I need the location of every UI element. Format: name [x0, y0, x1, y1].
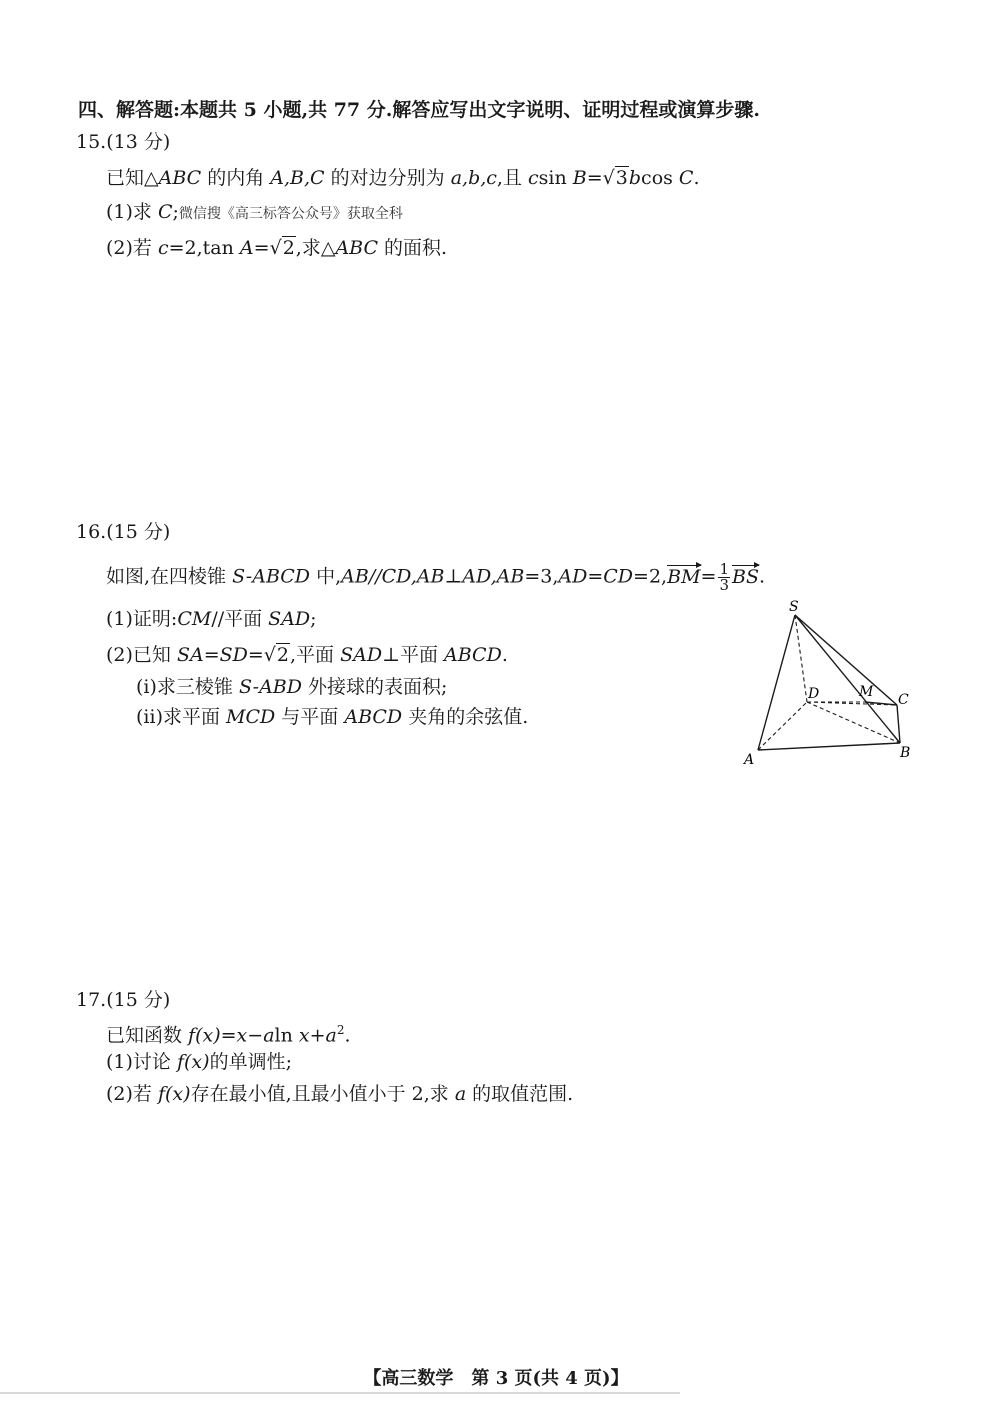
footer-divider: [0, 1392, 680, 1394]
watermark-text: 微信搜《高三标答公众号》获取全科: [178, 206, 403, 222]
label-B: B: [900, 745, 911, 761]
q17-stem: 已知函数 f(x)=x−aln $x+a^2$.: [106, 1023, 351, 1047]
label-M: M: [859, 684, 874, 700]
q15-stem: 已知△ABC 的内角 A,B,C 的对边分别为 a,b,c,且 csin B=√3bcos C.: [106, 167, 700, 189]
edge-DB: [807, 702, 900, 743]
label-D: D: [808, 686, 820, 702]
q16-stem: 如图,在四棱锥 S-ABCD 中,AB//CD,AB⊥AD,AB=3,AD=CD=2,BM= $\frac{1}{3}$ BS.: [106, 560, 766, 594]
q15-part2: (2)若 c=2,tan A=√2,求△ABC 的面积.: [106, 237, 448, 259]
q15-number: 15.(13 分): [76, 131, 171, 153]
q16-part2: (2)已知 SA=SD=√2,平面 SAD⊥平面 ABCD.: [106, 644, 508, 666]
page-footer: 【高三数学 第 3 页(共 4 页)】: [363, 1368, 629, 1389]
q15-part1: (1)求 C;微信搜《高三标答公众号》获取全科: [106, 201, 403, 223]
edge-AD: [758, 702, 807, 750]
edge-CB: [897, 705, 900, 743]
q16-part1: (1)证明:CM//平面 SAD;: [106, 608, 317, 630]
q17-part1: (1)讨论 f(x)的单调性;: [106, 1051, 292, 1073]
section-header: 四、解答题:本题共 5 小题,共 77 分.解答应写出文字说明、证明过程或演算步骤.: [78, 99, 760, 121]
label-A: A: [744, 752, 755, 768]
q16-number: 16.(15 分): [76, 521, 171, 543]
q17-number: 17.(15 分): [76, 989, 171, 1011]
label-C: C: [898, 692, 909, 708]
edge-SB: [795, 615, 900, 743]
pyramid-figure: [735, 600, 925, 775]
label-S: S: [789, 600, 799, 615]
q16-sub1: (ⅰ)求三棱锥 S-ABD 外接球的表面积;: [136, 676, 448, 698]
q17-part2: (2)若 f(x)存在最小值,且最小值小于 2,求 a 的取值范围.: [106, 1083, 574, 1105]
q16-sub2: (ⅱ)求平面 MCD 与平面 ABCD 夹角的余弦值.: [136, 706, 529, 728]
edge-AB: [758, 743, 900, 750]
edge-SA: [758, 615, 795, 750]
